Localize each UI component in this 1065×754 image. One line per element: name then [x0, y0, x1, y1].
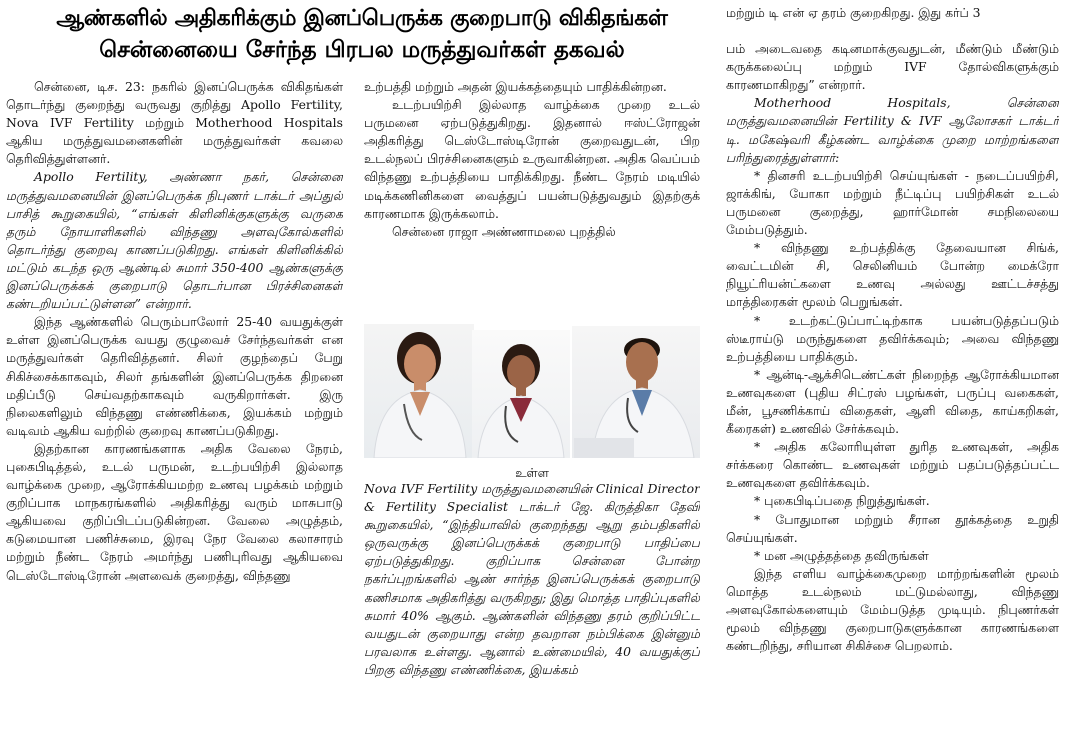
bullet-item: * தினசரி உடற்பயிற்சி செய்யுங்கள் - நடைப்பயிற்சி, ஜாக்கிங், யோகா மற்றும் நீட்டிப்பு பயிற்சிகள் உடல் பருமனை குறைத்து, ஹார்மோன் சமநிலையை மேம்படுத்தும்.	[726, 167, 1059, 238]
headline-line-2: சென்னையை சேர்ந்த பிரபல மருத்துவர்கள் தகவல்	[99, 37, 625, 63]
bullet-item: * மன அழுத்தத்தை தவிருங்கள்	[754, 547, 929, 563]
bullet-item: * புகைபிடிப்பதை நிறுத்துங்கள்.	[754, 493, 930, 509]
doctors-photo	[364, 318, 700, 458]
article-column-3	[726, 4, 1059, 752]
paragraph: இதற்கான காரணங்களாக அதிக வேலை நேரம், புகைபிடித்தல், உடல் பருமன், உடற்பயிற்சி இல்லாத வாழ்க்கை முறை, ஆரோக்கியமற்ற உணவு பழக்கம் மற்றும் குறிப்பாக மாநகரங்களில் அதிகரித்து வரும் மாசுபாடு ஆகியவை குறிப்பிடப்படுகின்றன. வேலை அழுத்தம், கடுமையான பணிச்சுமை, இரவு நேர வேலை கலாசாரம் மற்றும் நீண்ட நேரம் அமர்ந்து பணிபுரிவது ஆகியவை டெஸ்டோஸ்டிரோன் அளவைக் குறைத்து, விந்தணு	[6, 440, 343, 583]
article-column-2-top	[364, 78, 700, 304]
bullet-item: * போதுமான மற்றும் சீரான தூக்கத்தை உறுதி செய்யுங்கள்.	[726, 511, 1059, 545]
bullet-item: * ஆன்டி-ஆக்சிடெண்ட்கள் நிறைந்த ஆரோக்கியமான உணவுகளை (புதிய சிட்ரஸ் பழங்கள், பருப்பு வகைகள், மீன், பூசணிக்காய் விதைகள், ஆளி விதை, காய்கறிகள், கீரைகள்) உணவில் சேர்க்கவும்.	[726, 366, 1059, 437]
spacer	[364, 462, 700, 480]
bullet-item: * அதிக கலோரியுள்ள துரித உணவுகள், அதிக சர்க்கரை கொண்ட உணவுகள் மற்றும் பதப்படுத்தப்பட்ட உணவுகளை தவிர்க்கவும்.	[726, 439, 1059, 491]
paragraph: சென்னை, டிச. 23: நகரில் இனப்பெருக்க விகிதங்கள் தொடர்ந்து குறைந்து வருவது குறித்து Apollo Fertility, Nova IVF Fertility மற்றும் Motherhood Hospitals ஆகிய மருத்துவமனைகளின் மருத்துவர்கள் கவலை தெரிவித்துள்ளனர்.	[6, 79, 343, 167]
paragraph: Nova IVF Fertility மருத்துவமனையின் Clinical Director & Fertility Specialist டாக்டர் ஜே. கிருத்திகா தேவி கூறுகையில், “இந்தியாவில் குறைந்தது ஆறு தம்பதிகளில் ஒருவருக்கு இனப்பெருக்கக் குறைபாடு பாதிப்பை ஏற்படுத்துகிறது. குறிப்பாக சென்னை போன்ற நகர்ப்புறங்களில் ஆண் சார்ந்த இனப்பெருக்கக் குறைபாடு கணிசமாக அதிகரித்து வருகிறது; இது மொத்த பாதிப்புகளில் சுமார் 40% ஆகும். ஆண்களின் விந்தணு தரம் குறிப்பிட்ட வயதுடன் குறையாது என்ற தவறான நம்பிக்கை இன்னும் பரவலாக உள்ளது. ஆனால் உண்மையில், 40 வயதுக்குப் பிறகு விந்தணு எண்ணிக்கை, இயக்கம்	[364, 481, 700, 677]
paragraph: இந்த எளிய வாழ்க்கைமுறை மாற்றங்களின் மூலம் மொத்த உடல்நலம் மட்டுமல்லாது, விந்தணு அளவுகோல்களையும் மேம்படுத்த முடியும். நிபுணர்கள் மூலம் விந்தணு குறைபாடுகளுக்கான காரணங்களை கண்டறிந்து, சரியான சிகிச்சை பெறலாம்.	[726, 565, 1059, 654]
paragraph: சென்னை ராஜா அண்ணாமலை புறத்தில்	[392, 223, 616, 239]
paragraph: Apollo Fertility, அண்ணா நகர், சென்னை மருத்துவமனையின் இனப்பெருக்க நிபுணர் டாக்டர் அப்துல் பாசித் கூறுகையில், “எங்கள் கிளினிக்குகளுக்கு வருகை தரும் நோயாளிகளில் விந்தணு அளவுகோல்களில் தொடர்ந்து குறைவு காணப்படுகிறது. எங்கள் கிளினிக்கில் மட்டும் கடந்த ஒரு ஆண்டில் சுமார் 350-400 ஆண்களுக்கு இனப்பெருக்கக் குறைபாடு தொடர்பான பிரச்சினைகள் கண்டறியப்பட்டுள்ளன” என்றார்.	[6, 169, 343, 312]
photo-caption: உள்ள	[515, 465, 549, 480]
doctor-photo-male	[572, 326, 700, 458]
paragraph: உடற்பயிற்சி இல்லாத வாழ்க்கை முறை உடல் பருமனை ஏற்படுத்துகிறது. இதனால் ஈஸ்ட்ரோஜன் அதிகரித்து டெஸ்டோஸ்டிரோன் குறைவதுடன், பிற உடல்நலப் பிரச்சினைகளும் உருவாகின்றன. அதிக வெப்பம் விந்தணு உற்பத்தியை பாதிக்கிறது. நீண்ட நேரம் மடியில் மடிக்கணினிகளை வைத்துப் பயன்படுத்துவதும் இதற்குக் காரணமாக இருக்கலாம்.	[364, 97, 700, 221]
headline	[6, 4, 718, 66]
paragraph: Motherhood Hospitals, சென்னை மருத்துவமனையின் Fertility & IVF ஆலோசகர் டாக்டர் டி. மகேஷ்வரி கீழ்கண்ட வாழ்க்கை முறை மாற்றங்களை பரிந்துரைத்துள்ளார்:	[726, 95, 1059, 165]
headline-line-1: ஆண்களில் அதிகரிக்கும் இனப்பெருக்க குறைபாடு விகிதங்கள்	[56, 6, 668, 31]
paragraph: பம் அடைவதை கடினமாக்குவதுடன், மீண்டும் மீண்டும் கருக்கலைப்பு மற்றும் IVF தோல்விகளுக்கும் காரணமாகிறது” என்றார்.	[726, 41, 1059, 93]
bullet-item: * உடற்கட்டுப்பாட்டிற்காக பயன்படுத்தப்படும் ஸ்டீராய்டு மருந்துகளை தவிர்க்கவும்; அவை விந்தணு உற்பத்தியை பாதிக்கும்.	[726, 312, 1059, 364]
paragraph: மற்றும் டி என் ஏ தரம் குறைகிறது. இது கர்ப் 3	[726, 5, 981, 20]
doctor-photo-female-1	[364, 324, 474, 458]
spacer	[726, 22, 1059, 40]
paragraph: உற்பத்தி மற்றும் அதன் இயக்கத்தையும் பாதிக்கின்றன.	[364, 79, 667, 94]
paragraph: இந்த ஆண்களில் பெரும்பாலோர் 25-40 வயதுக்குள் உள்ள இனப்பெருக்க வயது குழுவைச் சேர்ந்தவர்கள் என மருத்துவர்கள் தெரிவித்தனர். சிலர் குழந்தைப் பேறு சிகிச்சைக்காகவும், சிலர் தங்களின் இனப்பெருக்க திறனை மதிப்பீடு செய்வதற்காகவும் வருகிறார்கள். இரு நிலைகளிலும் விந்தணு எண்ணிக்கை, இயக்கம் மற்றும் வடிவம் ஆகிய வற்றில் குறைவு காணப்படுகிறது.	[6, 314, 343, 438]
doctor-photo-female-2	[472, 330, 570, 458]
article-column-1	[6, 78, 343, 752]
article-column-2-bottom	[364, 462, 700, 752]
bullet-item: * விந்தணு உற்பத்திக்கு தேவையான சிங்க், வைட்டமின் சி, செலினியம் போன்ற மைக்ரோ நியூட்ரியன்ட்களை உணவு அல்லது ஊட்டச்சத்து மாத்திரைகள் மூலம் பெறுங்கள்.	[726, 240, 1059, 310]
